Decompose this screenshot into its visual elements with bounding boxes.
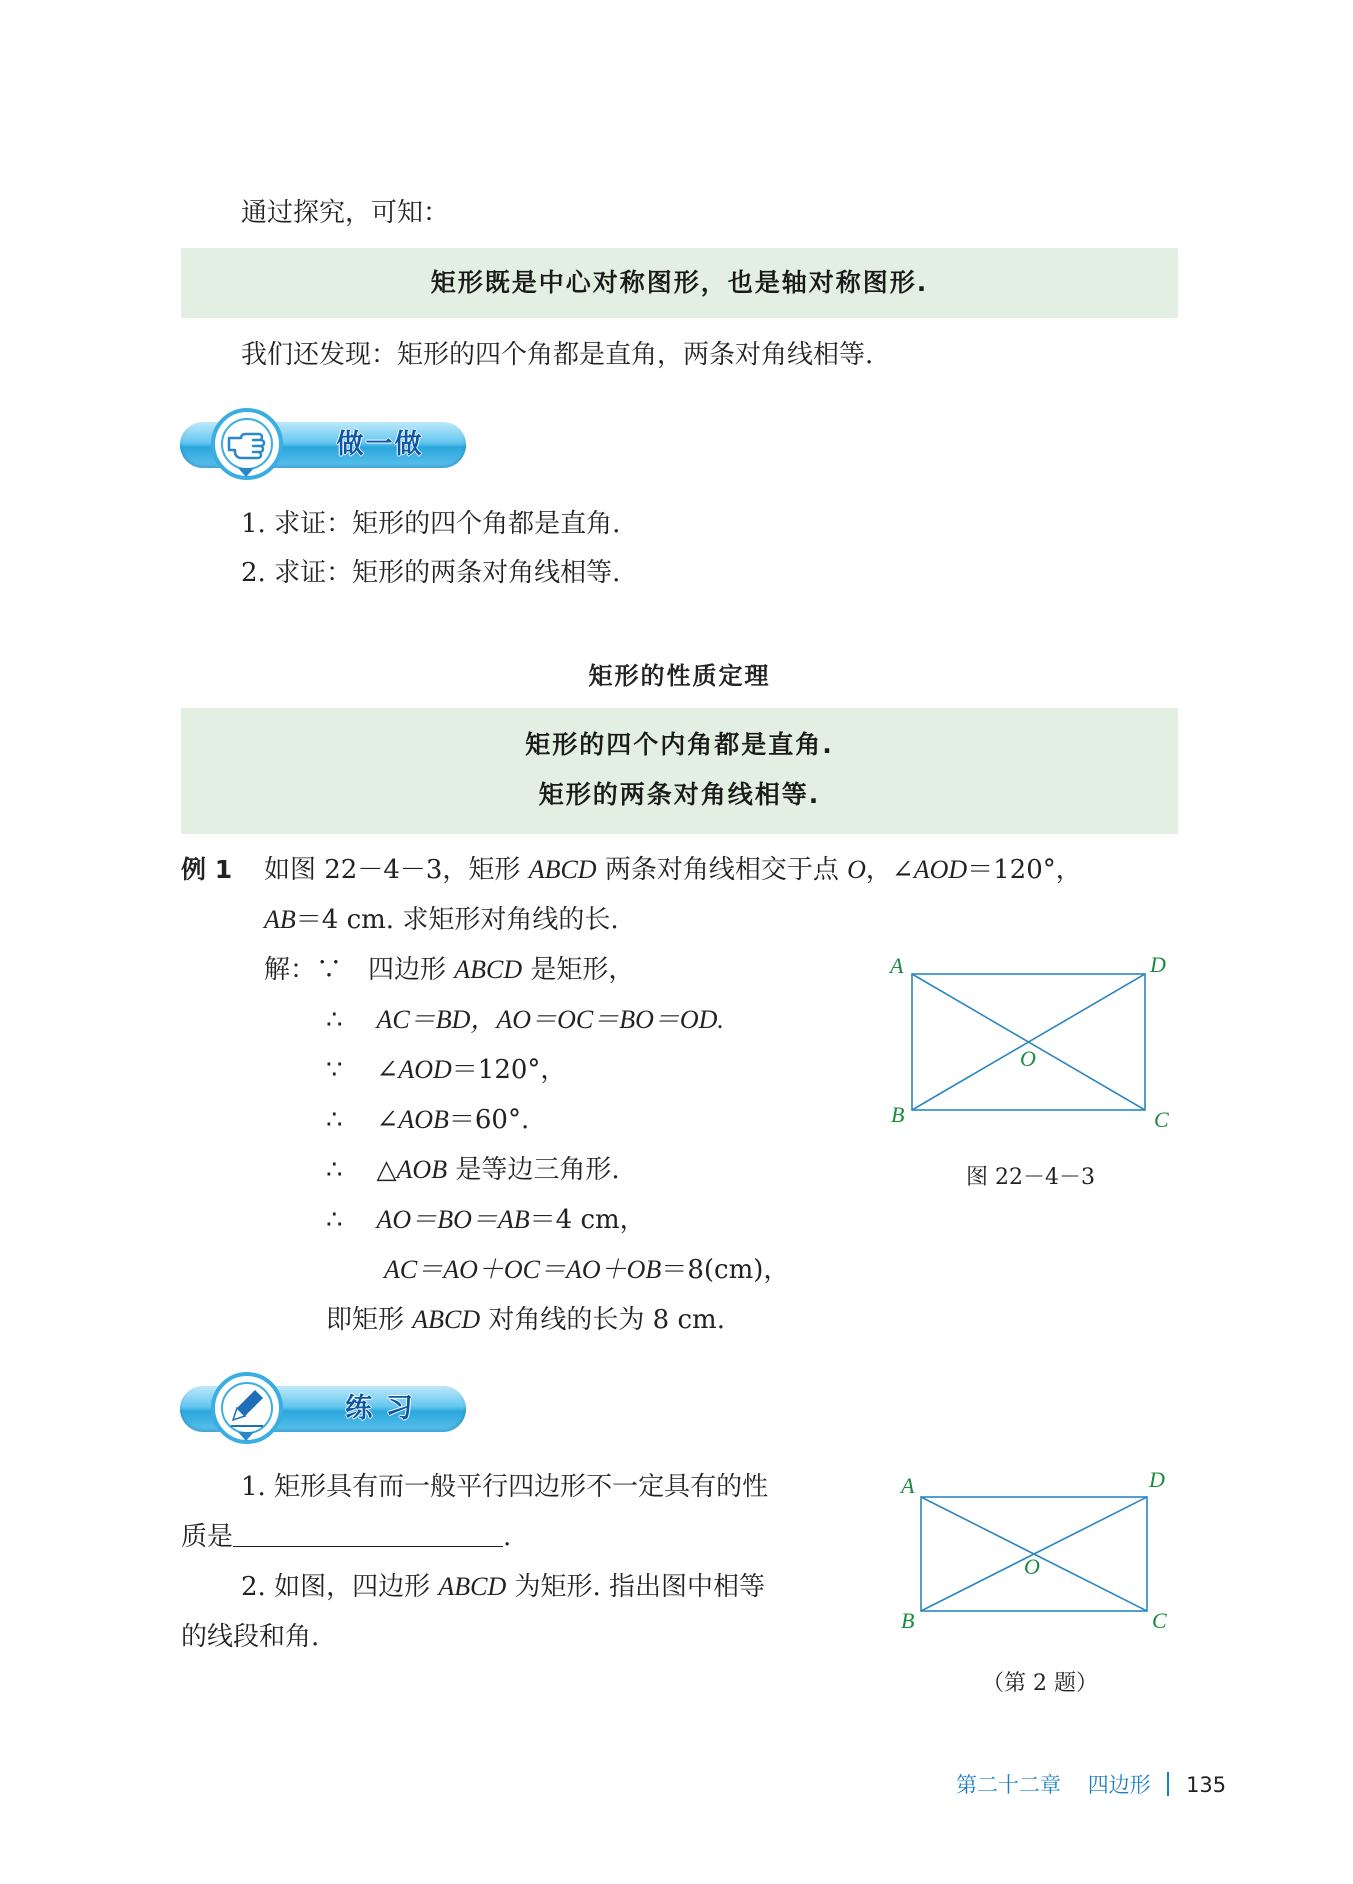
task-1: 1. 求证：矩形的四个角都是直角. (241, 509, 621, 539)
label-d: D (1150, 952, 1166, 977)
exercise-1-line-1: 1. 矩形具有而一般平行四边形不一定具有的性 (241, 1472, 769, 1502)
solution-line-5: ∴ △AOB 是等边三角形. (326, 1155, 620, 1185)
example-tag: 例 1 (181, 855, 233, 884)
footer-divider (1167, 1772, 1169, 1796)
example-problem-line-1: 如图 22－4－3，矩形 ABCD 两条对角线相交于点 O，∠AOD＝120°， (264, 855, 1082, 885)
conclusion-text: 矩形既是中心对称图形，也是轴对称图形. (430, 268, 929, 297)
solution-line-6: ∴ AO＝BO＝AB＝4 cm， (326, 1205, 646, 1235)
theorem-line-2: 矩形的两条对角线相等. (538, 780, 821, 809)
exercise-2-line-1: 2. 如图，四边形 ABCD 为矩形. 指出图中相等 (241, 1572, 766, 1602)
page-footer (956, 1769, 1226, 1799)
practice-banner (180, 1372, 470, 1452)
label-b: B (891, 1102, 905, 1127)
solution-line-8: 即矩形 ABCD 对角线的长为 8 cm. (326, 1305, 725, 1335)
footer-title: 四边形 (1087, 1773, 1151, 1797)
label-b: B (901, 1608, 915, 1633)
banner-label: 做一做 (336, 429, 424, 460)
theorem-line-1: 矩形的四个内角都是直角. (525, 730, 834, 759)
intro-text: 通过探究，可知： (241, 198, 450, 228)
solution-line-7: AC＝AO＋OC＝AO＋OB＝8(cm)， (384, 1255, 790, 1285)
exercise-1-line-2: 质是 . (181, 1522, 512, 1552)
solution-line-1: 解：∵ 四边形 ABCD 是矩形， (264, 955, 635, 985)
answer-blank[interactable] (233, 1520, 503, 1547)
exercise-2-line-2: 的线段和角. (181, 1622, 320, 1652)
label-a: A (901, 1473, 915, 1498)
solution-line-2: ∴ AC＝BD，AO＝OC＝BO＝OD. (326, 1005, 724, 1035)
example-problem-line-2: AB＝4 cm. 求矩形对角线的长. (264, 905, 619, 935)
page-number: 135 (1186, 1773, 1227, 1797)
conclusion-box (181, 248, 1178, 318)
figure-2-caption: （第 2 题） (982, 1671, 1098, 1696)
figure-1-caption: 图 22－4－3 (966, 1165, 1095, 1190)
theorem-box (181, 708, 1178, 834)
pencil-icon (225, 1386, 269, 1430)
banner-label: 练 习 (345, 1393, 415, 1424)
label-c: C (1152, 1608, 1167, 1633)
label-d: D (1149, 1467, 1165, 1492)
solution-line-4: ∴ ∠AOB＝60°. (326, 1105, 530, 1135)
label-o: O (1024, 1554, 1040, 1579)
label-o: O (1020, 1046, 1036, 1071)
theorem-title: 矩形的性质定理 (588, 662, 771, 690)
activity-banner (180, 408, 470, 488)
solution-line-3: ∵ ∠AOD＝120°， (326, 1055, 567, 1085)
pointing-hand-icon (225, 424, 269, 464)
figure-exercise-2 (890, 1465, 1180, 1635)
figure-22-4-3 (880, 945, 1180, 1135)
finding-text: 我们还发现：矩形的四个角都是直角，两条对角线相等. (241, 340, 874, 370)
banner-arrow (238, 468, 254, 477)
banner-arrow (238, 1432, 254, 1441)
task-2: 2. 求证：矩形的两条对角线相等. (241, 558, 621, 588)
footer-chapter: 第二十二章 (956, 1773, 1061, 1797)
label-c: C (1154, 1107, 1169, 1132)
label-a: A (890, 953, 904, 978)
